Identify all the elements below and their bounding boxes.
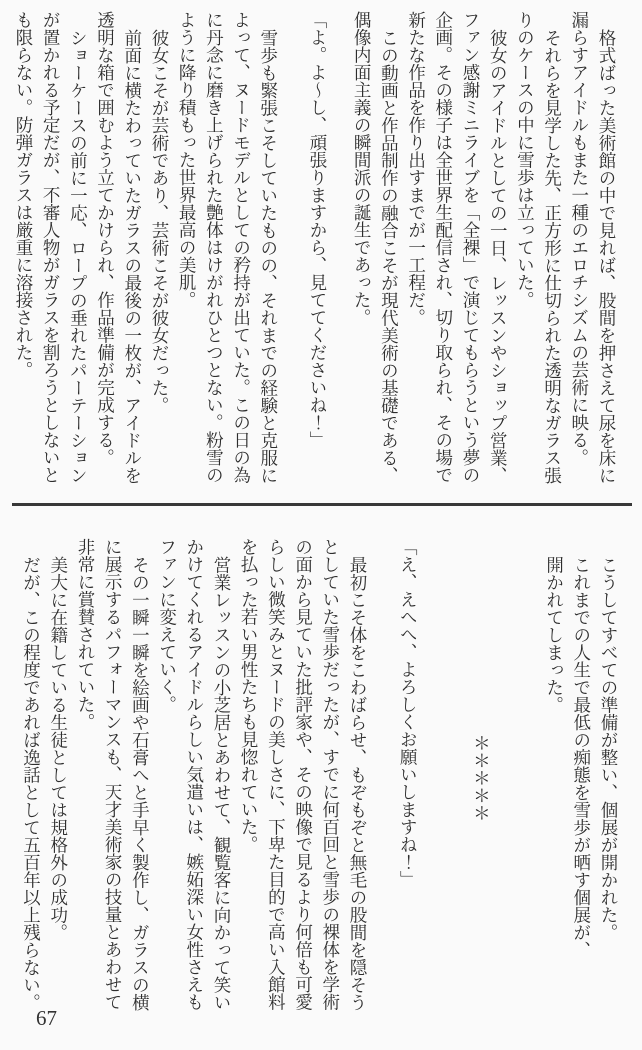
text-line: だが、この程度であれば逸話として五百年以上残らない。 — [21, 555, 42, 1011]
text-line: ショーケースの前に一応、ロープの垂れたパーテーション — [68, 28, 89, 484]
text-line: 「よ。よ～し、頑張りますから、見ててくださいね！」 — [307, 11, 328, 449]
text-line: 格式ばった美術館の中で見れば、股間を押さえて尿を床に — [597, 28, 617, 484]
text-line: が置かれる予定だが、不審人物がガラスを割ろうとしないと — [41, 11, 62, 484]
text-line: それらを見学した先、正方形に仕切られた透明なガラス張 — [542, 28, 563, 484]
text-line: に展示するパフォーマンスも、天才美術家の技量とあわせて — [103, 538, 124, 1011]
text-line: 美大に在籍している生徒としては規格外の成功。 — [48, 555, 69, 941]
text-line: 新たな作品を作り出すまでが一工程だ。 — [406, 11, 427, 326]
top-text-block — [10, 11, 620, 493]
text-line: その一瞬一瞬を絵画や石膏へと手早く製作し、ガラスの横 — [130, 555, 151, 1011]
text-line: 雪歩も緊張こそしていたものの、それまでの経験と克服に — [258, 28, 279, 484]
text-line: こうしてすべての準備が整い、個展が開かれた。 — [599, 555, 619, 941]
text-line: らしい微笑みとヌードの美しさに、下卑た目的で高い入館料 — [266, 538, 287, 1011]
text-line: の面から見ていた批評家や、その映像で見るより何倍も可愛 — [293, 538, 314, 1011]
text-line: に丹念に磨き上げられた艶体はけがれひとつとない。粉雪の — [204, 11, 225, 484]
text-line: ように降り積もった世界最高の美肌。 — [177, 11, 198, 309]
text-line: 企画。その様子は全世界生配信され、切り取られ、その場で — [433, 11, 454, 484]
bottom-text-block — [17, 538, 622, 1018]
text-line: を払った若い男性たちも見惚れていた。 — [239, 538, 260, 853]
text-line: この動画と作品制作の融合こそが現代美術の基礎である、 — [379, 28, 400, 484]
text-line: 開かれてしまった。 — [544, 555, 565, 713]
text-line: これまでの人生で最低の痴態を雪歩が晒す個展が、 — [571, 555, 592, 958]
section-divider — [12, 503, 632, 506]
text-line: 透明な箱で囲むよう立てかけられ、作品準備が完成する。 — [95, 11, 116, 466]
text-line: 非常に賞賛されていた。 — [75, 538, 96, 731]
text-line: 営業レッスンの小芝居とあわせて、観覧客に向かって笑い — [211, 555, 232, 1011]
text-line: も限らない。防弾ガラスは厳重に溶接された。 — [13, 11, 34, 379]
text-line: 漏らすアイドルもまた一種のエロチシズムの芸術に映る。 — [569, 11, 590, 466]
text-line: ファンに変えていく。 — [157, 538, 178, 713]
text-line: 偶像内面主義の瞬間派の誕生であった。 — [352, 11, 373, 326]
text-line: りのケースの中に雪歩は立っていた。 — [515, 11, 536, 309]
page-number: 67 — [36, 1006, 57, 1030]
text-line: 前面に横たわっていたガラスの最後の一枚が、アイドルを — [122, 28, 143, 484]
text-line: ファン感謝ミニライブを「全裸」で演じてもらうという夢の — [460, 11, 481, 484]
text-line: 彼女こそが芸術であり、芸術こそが彼女だった。 — [149, 28, 170, 414]
text-line: としていた雪歩だったが、すでに何百回と雪歩の裸体を学術 — [320, 538, 341, 1011]
text-line: かけてくれるアイドルらしい気遣いは、嫉妬深い女性さえも — [184, 538, 205, 1011]
text-line: 最初こそ体をこわばらせ、もぞもぞと無毛の股間を隠そう — [347, 555, 368, 1011]
scene-break-asterisks: ＊＊＊＊＊ — [471, 734, 492, 822]
text-line: よって、ヌードモデルとしての矜持が出ていた。この日の為 — [231, 11, 252, 484]
text-line: 彼女のアイドルとしての一日、レッスンやショップ営業、 — [488, 28, 509, 484]
text-line: 「え、えへへ、よろしくお願いしますね！」 — [398, 538, 419, 888]
